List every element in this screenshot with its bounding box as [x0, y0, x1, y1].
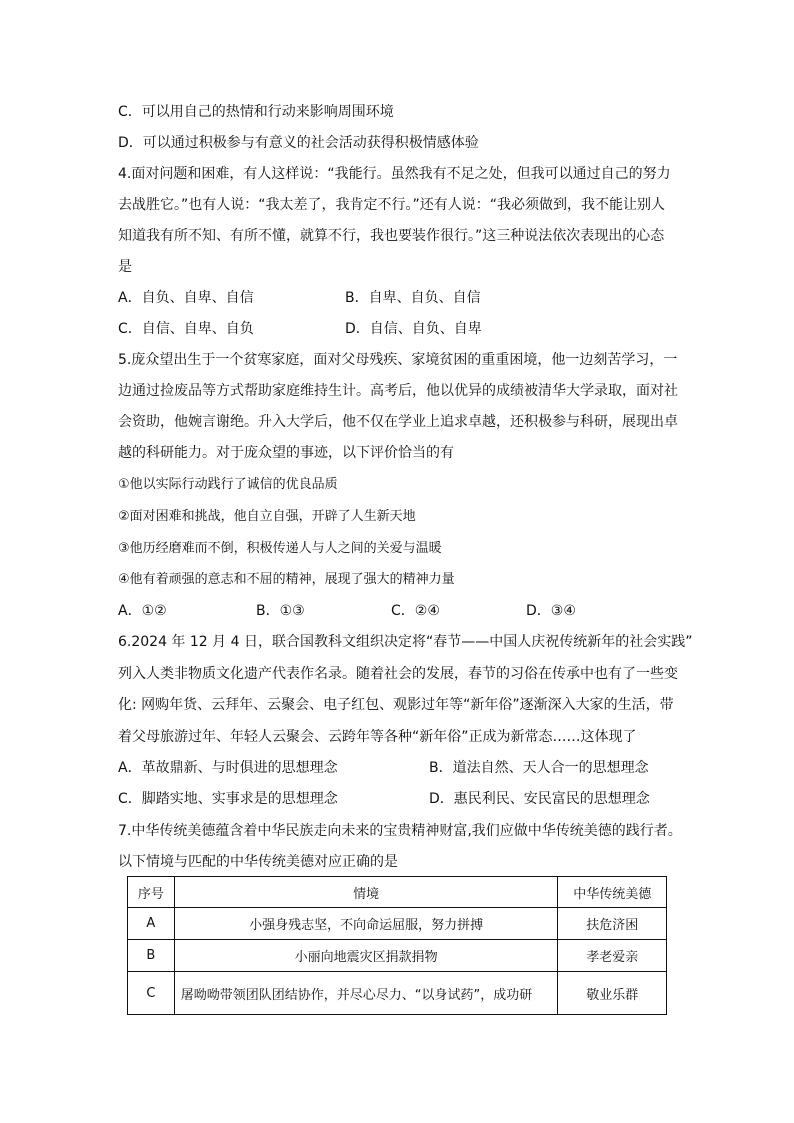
q6-stem-line: 着父母旅游过年、年轻人云聚会、云跨年等各种“新年俗”正成为新常态……这体现了: [118, 729, 637, 745]
table-row: [128, 908, 667, 940]
q5-option-d: D．③④: [526, 603, 576, 619]
q4-option-a: A．自负、自卑、自信: [118, 290, 254, 306]
q4-stem-line: 知道我有所不知、有所不懂，就算不行，我也要装作很行。”这三种说法依次表现出的心态: [118, 228, 665, 244]
q7-stem-line: 7.中华传统美德蕴含着中华民族走向未来的宝贵精神财富,我们应做中华传统美德的践行者。: [118, 823, 682, 839]
q5-option-b: B．①③: [256, 603, 305, 619]
row-virtue: 敬业乐群: [558, 972, 667, 1015]
q4-stem-line: 去战胜它。”也有人说：“我太差了，我肯定不行。”还有人说：“我必须做到，我不能让别人: [118, 197, 666, 213]
table-header-row: [128, 877, 667, 908]
q5-option-c: C．②④: [391, 603, 440, 619]
q7-table: [127, 876, 667, 1015]
row-situation: 屠呦呦带领团队团结协作，并尽心尽力、“以身试药”，成功研: [174, 972, 558, 1015]
q3-option-d: D．可以通过积极参与有意义的社会活动获得积极情感体验: [118, 135, 479, 151]
table-row: [128, 972, 667, 1015]
q6-option-c: C．脚踏实地、实事求是的思想理念: [118, 791, 338, 807]
q7-stem-line: 以下情境与匹配的中华传统美德对应正确的是: [118, 854, 398, 870]
q6-stem-line: 列入人类非物质文化遗产代表作名录。随着社会的发展，春节的习俗在传承中也有了一些变: [118, 666, 678, 682]
row-id: A: [128, 908, 175, 940]
q4-stem-line: 是: [118, 259, 132, 275]
q5-statement-2: ②面对困难和挑战，他自立自强，开辟了人生新天地: [118, 509, 416, 524]
row-id: C: [128, 972, 175, 1015]
q5-stem-line: 5.庞众望出生于一个贫寒家庭，面对父母残疾、家境贫困的重重困境，他一边刻苦学习，一: [118, 352, 678, 368]
q5-statement-1: ①他以实际行动践行了诚信的优良品质: [118, 477, 338, 492]
q4-stem-line: 4.面对问题和困难，有人这样说：“我能行。虽然我有不足之处，但我可以通过自己的努力: [118, 166, 671, 182]
header-situation: 情境: [174, 877, 558, 908]
q4-option-d: D．自信、自负、自卑: [345, 321, 482, 337]
q6-stem-line: 化: 网购年货、云拜年、云聚会、电子红包、观影过年等“新年俗”逐渐深入大家的生活，带: [118, 697, 674, 713]
row-virtue: 孝老爱亲: [558, 940, 667, 972]
q5-stem-line: 越的科研能力。对于庞众望的事迹，以下评价恰当的有: [118, 445, 454, 461]
header-virtue: 中华传统美德: [558, 877, 667, 908]
q3-option-c: C．可以用自己的热情和行动来影响周围环境: [118, 104, 394, 120]
row-virtue: 扶危济困: [558, 908, 667, 940]
row-situation: 小强身残志坚，不向命运屈服，努力拼搏: [174, 908, 558, 940]
q6-stem-line: 6.2024 年 12 月 4 日，联合国教科文组织决定将“春节——中国人庆祝传统新年的社会实践”: [118, 634, 693, 650]
q5-stem-line: 边通过捡废品等方式帮助家庭维持生计。高考后，他以优异的成绩被清华大学录取，面对社: [118, 383, 678, 399]
q5-option-a: A．①②: [118, 603, 167, 619]
q6-option-b: B．道法自然、天人合一的思想理念: [429, 760, 649, 776]
q4-option-c: C．自信、自卑、自负: [118, 321, 254, 337]
q5-statement-3: ③他历经磨难而不倒，积极传递人与人之间的关爱与温暖: [118, 541, 442, 556]
q5-stem-line: 会资助，他婉言谢绝。升入大学后，他不仅在学业上追求卓越，还积极参与科研，展现出卓: [118, 414, 678, 430]
table-row: [128, 940, 667, 972]
q6-option-d: D．惠民利民、安民富民的思想理念: [429, 791, 650, 807]
row-id: B: [128, 940, 175, 972]
q5-statement-4: ④他有着顽强的意志和不屈的精神，展现了强大的精神力量: [118, 572, 455, 587]
q6-option-a: A．革故鼎新、与时俱进的思想理念: [118, 760, 338, 776]
row-situation: 小丽向地震灾区捐款捐物: [174, 940, 558, 972]
q4-option-b: B．自卑、自负、自信: [345, 290, 481, 306]
header-id: 序号: [128, 877, 175, 908]
